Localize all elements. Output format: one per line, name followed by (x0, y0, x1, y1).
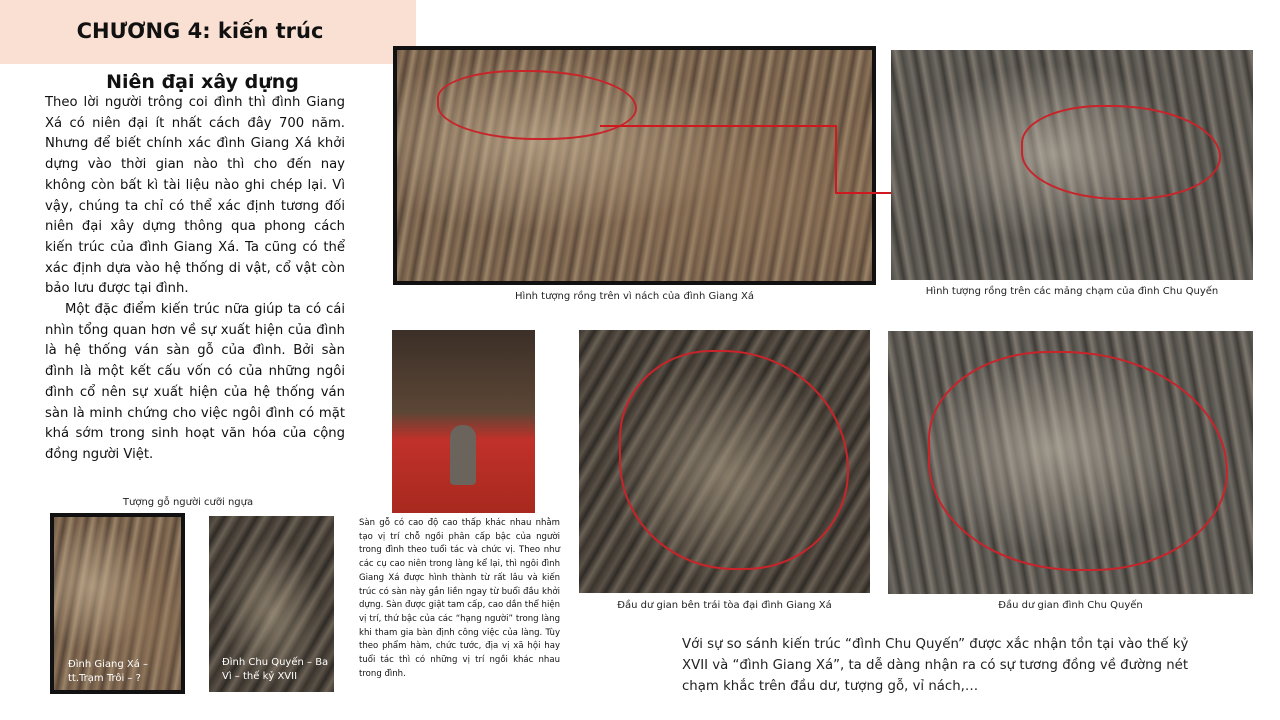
statue-giang-xa-label: Đình Giang Xá – tt.Trạm Trôi – ? (68, 659, 149, 684)
dragon-giang-xa-caption: Hình tượng rồng trên vì nách của đình Giang Xá (515, 291, 754, 302)
statue-giang-xa-photo (50, 513, 185, 694)
conclusion-text: Với sự so sánh kiến trúc “đình Chu Quyến” được xắc nhận tồn tại vào thế kỷ XVII và “đình Giang Xá”, ta dễ dàng nhận ra có sự tương đồng về đường nét chạm khắc trên đầu dư, tượng gỗ, vỉ nách,… (682, 637, 1189, 694)
beam-chu-quyen-photo (888, 331, 1253, 594)
connector-line-vertical (835, 125, 837, 193)
dragon-chu-quyen-photo (891, 50, 1253, 280)
section-title: Niên đại xây dựng (106, 71, 299, 93)
kneeling-person-figure (450, 425, 476, 485)
carving-highlight (1021, 105, 1221, 200)
chapter-title: CHƯƠNG 4: kiến trúc (76, 19, 324, 43)
body-paragraph-2: Một đặc điểm kiến trúc nữa giúp ta có cái nhìn tổng quan hơn về sự xuất hiện của đình là hệ thống ván sàn gỗ của đình. Bởi sàn đình là một kết cấu vốn có của những ngôi đình cổ nên sự xuất hiện của hệ thống ván sàn là minh chứng cho việc ngôi đình có mặt khá sớm trong sinh hoạt văn hóa của cộng đồng người Việt. (45, 302, 345, 462)
statue-chu-quyen-photo (209, 516, 334, 692)
carving-highlight (437, 70, 637, 140)
carving-highlight (928, 351, 1228, 571)
statue-chu-quyen-label: Đình Chu Quyến – Ba Vì – thế kỷ XVII (222, 657, 329, 682)
temple-floor-photo (392, 330, 535, 513)
body-text (45, 93, 345, 466)
statue-caption: Tượng gỗ người cưỡi ngựa (122, 497, 254, 508)
dragon-giang-xa-photo (393, 46, 876, 285)
dragon-chu-quyen-caption: Hình tượng rồng trên các mảng chạm của đình Chu Quyến (925, 286, 1219, 297)
connector-line-horizontal-1 (600, 125, 836, 127)
floor-description: Sàn gỗ có cao độ cao thấp khác nhau nhằm tạo vị trí chỗ ngồi phân cấp bậc của người trong đình theo tuổi tác và chức vị. Theo như các cụ cao niên trong làng kể lại, thì ngôi đình Giang Xá được hình thành từ rất lâu và kiến trúc có sàn này gắn liền ngay từ buổi đầu khởi dựng. Sàn được giật tam cấp, cao dần thể hiện vị trí, thứ bậc của các “hạng người” trong làng khi tham gia bàn định công việc của làng. Tùy theo phẩm hàm, chức tước, địa vị xã hội hay tuổi tác thì có những vị trí ngồi khác nhau trong đình. (359, 518, 560, 679)
beam-chu-quyen-caption: Đầu dư gian đình Chu Quyến (998, 600, 1143, 611)
beam-giang-xa-photo (579, 330, 870, 593)
beam-giang-xa-caption: Đầu dư gian bên trái tòa đại đình Giang Xá (617, 600, 832, 611)
carving-highlight (619, 350, 849, 570)
body-paragraph-1: Theo lời người trông coi đình thì đình Giang Xá có niên đại ít nhất cách đây 700 năm. Nhưng để biết chính xác đình Giang Xá khởi dựng vào thời gian nào thì cho đến nay không còn bất kì tài liệu nào ghi chép lại. Vì vậy, chúng ta chỉ có thể xác định tương đối niên đại xây dựng thông qua phong cách kiến trúc của đình Giang Xá. Ta cũng có thể xác định dựa vào hệ thống di vật, cổ vật còn bảo lưu được tại đình. (45, 95, 345, 297)
